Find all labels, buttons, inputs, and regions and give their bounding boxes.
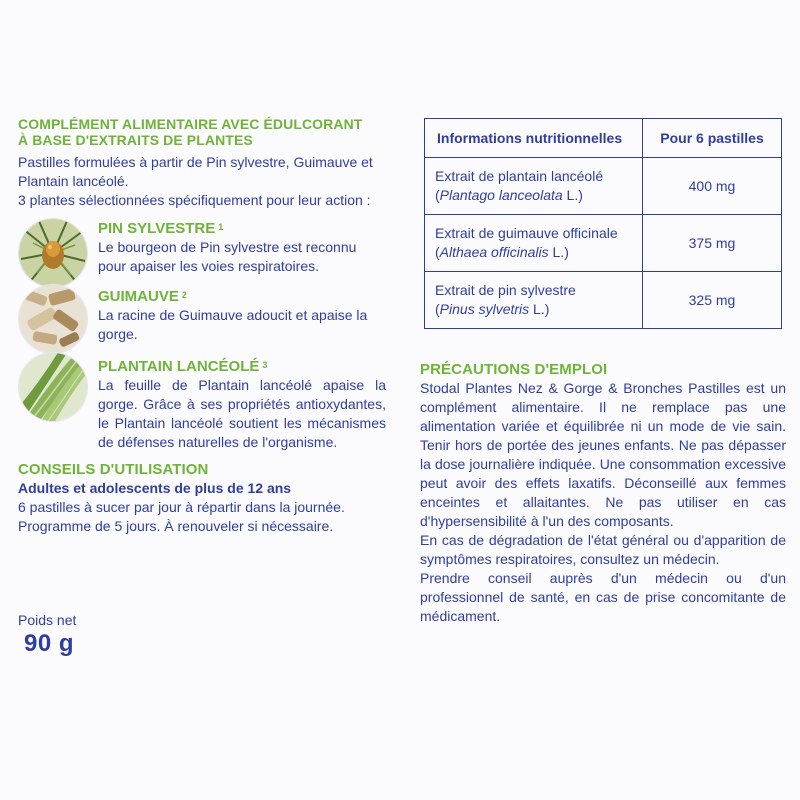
product-heading-line2: À BASE D'EXTRAITS DE PLANTES [18, 132, 253, 148]
usage-dosage: 6 pastilles à sucer par jour à répartir dans la journée. [18, 499, 345, 515]
plant-guimauve [18, 288, 386, 344]
usage-program: Programme de 5 jours. À renouveler si nécessaire. [18, 518, 334, 534]
nutrition-header-info: Informations nutritionnelles [425, 119, 643, 158]
table-row [425, 215, 782, 272]
precautions-paragraph-1: Stodal Plantes Nez & Gorge & Bronches Pastilles est un complément alimentaire. Il ne remplace pas une alimentation variée et équilibrée ni un mode de vie sain. Tenir hors de portée des jeunes enfants. Ne pas dépasser la dose journalière indiquée. Une consommation excessive peut avoir des effets laxatifs. Déconseillé aux femmes enceintes et allaitantes. Ne pas utiliser en cas d'hypersensibilité à l'un des composants. [420, 380, 786, 529]
plant-footnote-2: 2 [181, 290, 187, 300]
precautions-paragraph-2: En cas de dégradation de l'état général ou d'apparition de symptômes respiratoires, consultez un médecin. [420, 532, 786, 567]
ingredient-amount: 375 mg [643, 215, 782, 272]
product-heading-line1: COMPLÉMENT ALIMENTAIRE AVEC ÉDULCORANT [18, 116, 363, 132]
plant-footnote-1: 1 [218, 222, 224, 232]
left-column [18, 116, 386, 536]
plant-title-guimauve [98, 288, 386, 306]
ingredient-cell [425, 158, 643, 215]
plant-footnote-3: 3 [262, 360, 268, 370]
ingredient-name: Extrait de plantain lancéolé [435, 168, 604, 184]
ingredient-latin-line: (Plantago lanceolata L.) [435, 187, 583, 203]
plant-title-pin [98, 220, 386, 238]
plant-plantain [18, 358, 386, 452]
ingredient-amount: 400 mg [643, 158, 782, 215]
product-heading [18, 116, 386, 148]
ingredient-cell [425, 272, 643, 329]
plant-text-plantain: La feuille de Plantain lancéolé apaise la gorge. Grâce à ses propriétés antioxydantes, le Plantain lancéolé soutient les mécanismes de défenses naturelles de l'organisme. [98, 377, 386, 450]
ingredient-author: L.) [562, 187, 583, 203]
ingredient-author: L.) [529, 301, 550, 317]
ingredient-latin-line: (Pinus sylvetris L.) [435, 301, 550, 317]
table-row [425, 158, 782, 215]
ingredient-latin-line: (Althaea officinalis L.) [435, 244, 569, 260]
usage-subtitle: Adultes et adolescents de plus de 12 ans [18, 480, 292, 496]
ingredient-amount: 325 mg [643, 272, 782, 329]
intro-plants-text: 3 plantes sélectionnées spécifiquement pour leur action : [18, 192, 371, 208]
ingredient-latin: Plantago lanceolata [439, 187, 563, 203]
marshmallow-root-image [18, 284, 88, 354]
precautions-section [420, 360, 786, 626]
ingredient-name: Extrait de guimauve officinale [435, 225, 618, 241]
precautions-title: PRÉCAUTIONS D'EMPLOI [420, 361, 608, 378]
net-weight [18, 612, 76, 658]
plant-text-guimauve: La racine de Guimauve adoucit et apaise la gorge. [98, 307, 368, 342]
usage-title: CONSEILS D'UTILISATION [18, 461, 209, 478]
plantain-leaf-image [18, 352, 88, 422]
net-weight-label: Poids net [18, 612, 77, 628]
intro-text: Pastilles formulées à partir de Pin sylvestre, Guimauve et Plantain lancéolé. [18, 154, 373, 189]
usage-section [18, 460, 386, 536]
nutrition-header-row [425, 119, 782, 158]
plant-title-plantain [98, 358, 386, 376]
ingredient-latin: Althaea officinalis [439, 244, 549, 260]
ingredient-name: Extrait de pin sylvestre [435, 282, 576, 298]
ingredient-cell [425, 215, 643, 272]
plant-pin-sylvestre [18, 220, 386, 276]
nutrition-header-dose: Pour 6 pastilles [643, 119, 782, 158]
nutrition-table [424, 118, 782, 329]
precautions-paragraph-3: Prendre conseil auprès d'un médecin ou d'un professionnel de santé, en cas de prise concomitante de médicament. [420, 570, 786, 624]
plant-text-pin: Le bourgeon de Pin sylvestre est reconnu pour apaiser les voies respiratoires. [98, 239, 357, 274]
net-weight-value: 90 g [24, 630, 75, 657]
pine-bud-image [18, 218, 88, 288]
ingredient-author: L.) [548, 244, 569, 260]
plant-title-plantain-text: PLANTAIN LANCÉOLÉ [98, 358, 260, 375]
table-row [425, 272, 782, 329]
plant-title-guimauve-text: GUIMAUVE [98, 288, 179, 305]
ingredient-latin: Pinus sylvetris [439, 301, 530, 317]
plant-title-pin-text: PIN SYLVESTRE [98, 220, 216, 237]
